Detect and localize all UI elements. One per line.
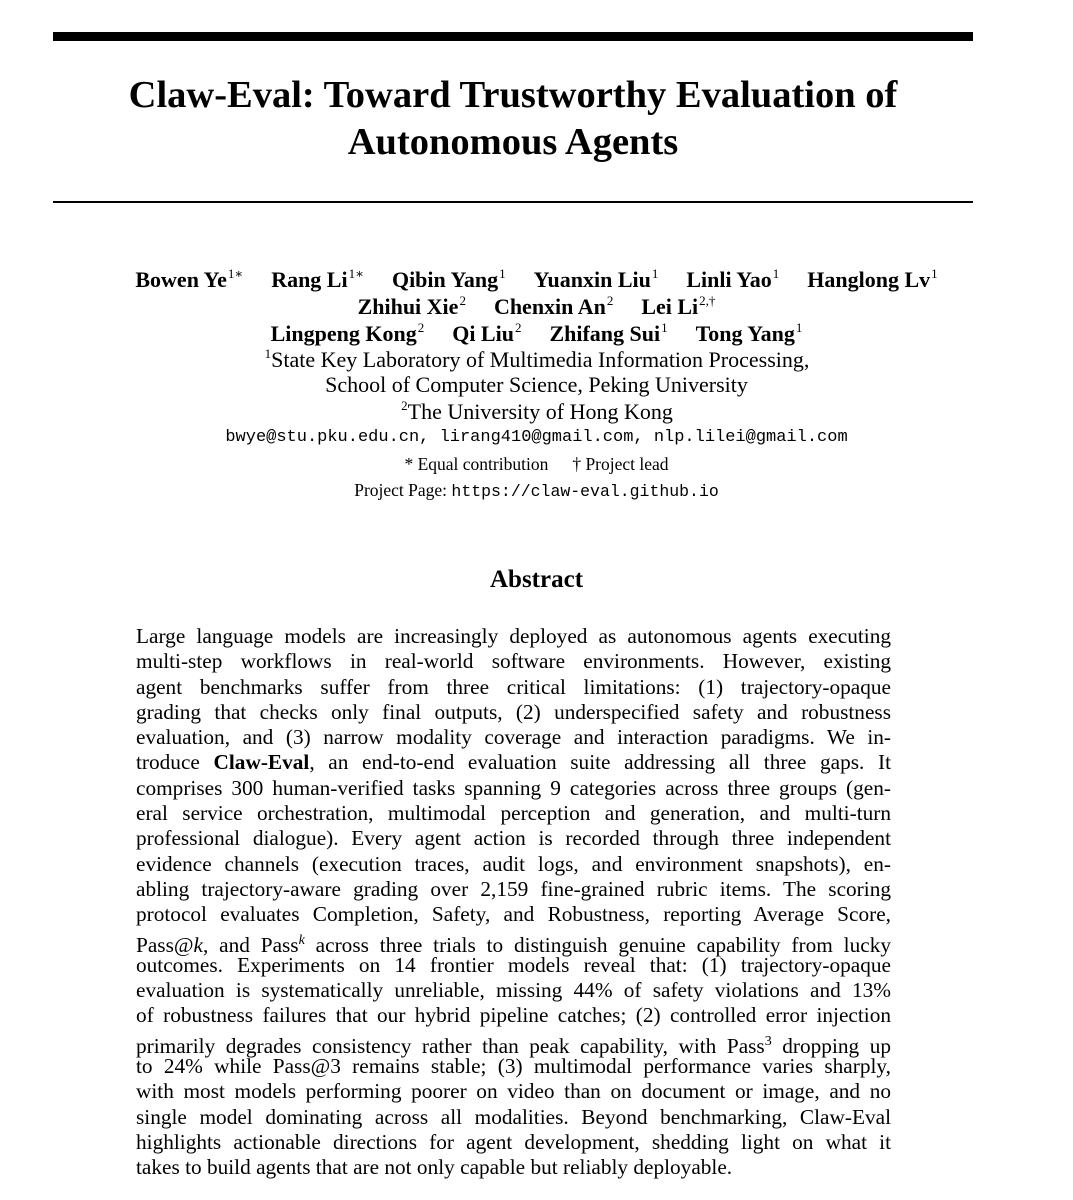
abstract-line: Pass@k, and Pass$^k$ across three trials to distinguish genuine capability from lucky: [136, 932, 891, 957]
abstract-line: multi-step workflows in real-world software environments. However, existing: [136, 649, 891, 674]
affiliation-2: [0, 398, 1073, 425]
author-affiliation-marker: 1: [795, 320, 803, 335]
author-name-text: Hanglong Lv: [807, 267, 931, 292]
author-affiliation-marker: 1: [661, 320, 668, 335]
abstract-line: single model dominating across all modalities. Beyond benchmarking, Claw-Eval: [136, 1104, 891, 1129]
project-lead-note: † Project lead: [572, 454, 669, 474]
abstract-line: highlights actionable directions for agent development, shedding light on what it: [136, 1129, 891, 1154]
author-affiliation-marker: 2: [459, 293, 466, 308]
author-row-3: [0, 320, 1073, 347]
abstract-line: abling trajectory-aware grading over 2,159 fine-grained rubric items. The scoring: [136, 876, 891, 901]
author-affiliation-marker: 2: [417, 320, 425, 335]
abstract-line: professional dialogue). Every agent action is recorded through three independent: [136, 826, 891, 851]
author-affiliation-marker: 1: [651, 266, 659, 281]
abstract-line: to 24% while Pass@3 remains stable; (3) multimodal performance varies sharply,: [136, 1054, 891, 1079]
author-affiliation-marker: 1: [931, 266, 938, 281]
affiliation-1-line-1: State Key Laboratory of Multimedia Information Processing,: [271, 347, 810, 372]
author-affiliation-marker: 2,†: [699, 293, 716, 308]
author-affiliation-marker: 1: [772, 266, 780, 281]
abstract-line: comprises 300 human-verified tasks spanning 9 categories across three groups (gen-: [136, 775, 891, 800]
affiliation-1: [0, 346, 1073, 373]
project-page: [0, 480, 1073, 501]
author-name: [135, 266, 243, 293]
project-page-label: Project Page:: [354, 480, 452, 500]
author-affiliation-marker: 2: [606, 293, 614, 308]
abstract-line: evaluation is systematically unreliable, missing 44% of safety violations and 13%: [136, 978, 891, 1003]
author-name-text: Zhihui Xie: [357, 294, 459, 319]
paper-title: [53, 72, 973, 166]
top-rule: [53, 32, 973, 41]
author-name-text: Bowen Ye: [135, 267, 227, 292]
author-name-text: Linli Yao: [686, 267, 772, 292]
author-name: [807, 266, 937, 293]
author-name-text: Lei Li: [641, 294, 699, 319]
author-name: [686, 266, 779, 293]
author-row-1: [0, 266, 1073, 293]
author-emails[interactable]: bwye@stu.pku.edu.cn, lirang410@gmail.com, nlp.lilei@gmail.com: [225, 428, 848, 447]
abstract-line: troduce Claw-Eval, an end-to-end evaluation suite addressing all three gaps. It: [136, 750, 891, 775]
abstract-line: evaluation, and (3) narrow modality coverage and interaction paradigms. We in-: [136, 725, 891, 750]
math-k: k: [193, 932, 203, 957]
author-name-text: Qi Liu: [452, 321, 514, 346]
author-name: [271, 266, 364, 293]
author-affiliation-marker: 1: [499, 266, 506, 281]
author-name-text: Rang Li: [271, 267, 348, 292]
abstract-line: takes to build agents that are not only capable but reliably deployable.: [136, 1155, 733, 1180]
author-name-text: Qibin Yang: [391, 267, 499, 292]
author-name: [696, 320, 803, 347]
abstract-line: Large language models are increasingly deployed as autonomous agents executing: [136, 624, 891, 648]
affiliation-2-marker: 2: [401, 398, 408, 413]
footnote-legend: [0, 454, 1073, 475]
author-affiliation-marker: 1∗: [227, 266, 244, 281]
author-row-2: [0, 293, 1073, 320]
author-name: [271, 320, 425, 347]
author-name-text: Lingpeng Kong: [270, 321, 417, 346]
abstract-line: grading that checks only final outputs, (2) underspecified safety and robustness: [136, 699, 891, 724]
author-name-text: Tong Yang: [695, 321, 795, 346]
affiliation-2-line-1: The University of Hong Kong: [407, 399, 673, 424]
affiliation-1-marker: 1: [264, 346, 272, 361]
author-name: [549, 320, 667, 347]
author-name: [494, 293, 613, 320]
abstract-heading: Abstract: [489, 566, 584, 593]
abstract-body: [136, 624, 891, 1181]
author-name: [392, 266, 506, 293]
math-superscript: k: [298, 932, 305, 948]
title-bottom-rule: [53, 201, 973, 203]
math-superscript: 3: [764, 1033, 772, 1049]
author-name: [358, 293, 466, 320]
author-name: [452, 320, 521, 347]
equal-contribution-note: * Equal contribution: [404, 454, 549, 474]
author-name-text: Chenxin An: [493, 294, 606, 319]
author-name-text: Zhifang Sui: [549, 321, 661, 346]
project-page-link[interactable]: https://claw-eval.github.io: [451, 482, 719, 501]
abstract-line: primarily degrades consistency rather than peak capability, with Pass$^3$ dropping up: [136, 1033, 891, 1058]
abstract-line: agent benchmarks suffer from three critical limitations: (1) trajectory-opaque: [136, 674, 891, 699]
author-affiliation-marker: 2: [514, 320, 522, 335]
benchmark-name: Claw-Eval: [213, 750, 310, 775]
title-line-1: Claw-Eval: Toward Trustworthy Evaluation of: [128, 74, 898, 116]
abstract-line: outcomes. Experiments on 14 frontier models reveal that: (1) trajectory-opaque: [136, 952, 891, 977]
title-line-2: Autonomous Agents: [347, 121, 679, 163]
author-affiliation-marker: 1∗: [348, 266, 364, 281]
abstract-line: of robustness failures that our hybrid pipeline catches; (2) controlled error injection: [136, 1003, 891, 1028]
abstract-line: eral service orchestration, multimodal perception and generation, and multi-turn: [136, 801, 891, 826]
author-name-text: Yuanxin Liu: [533, 267, 651, 292]
abstract-line: with most models performing poorer on video than on document or image, and no: [136, 1079, 891, 1104]
abstract-line: evidence channels (execution traces, audit logs, and environment snapshots), en-: [136, 851, 891, 876]
abstract-line: protocol evaluates Completion, Safety, and Robustness, reporting Average Score,: [136, 902, 891, 927]
author-name: [534, 266, 659, 293]
affiliation-1-line-2: School of Computer Science, Peking University: [325, 372, 748, 397]
author-name: [641, 293, 715, 320]
